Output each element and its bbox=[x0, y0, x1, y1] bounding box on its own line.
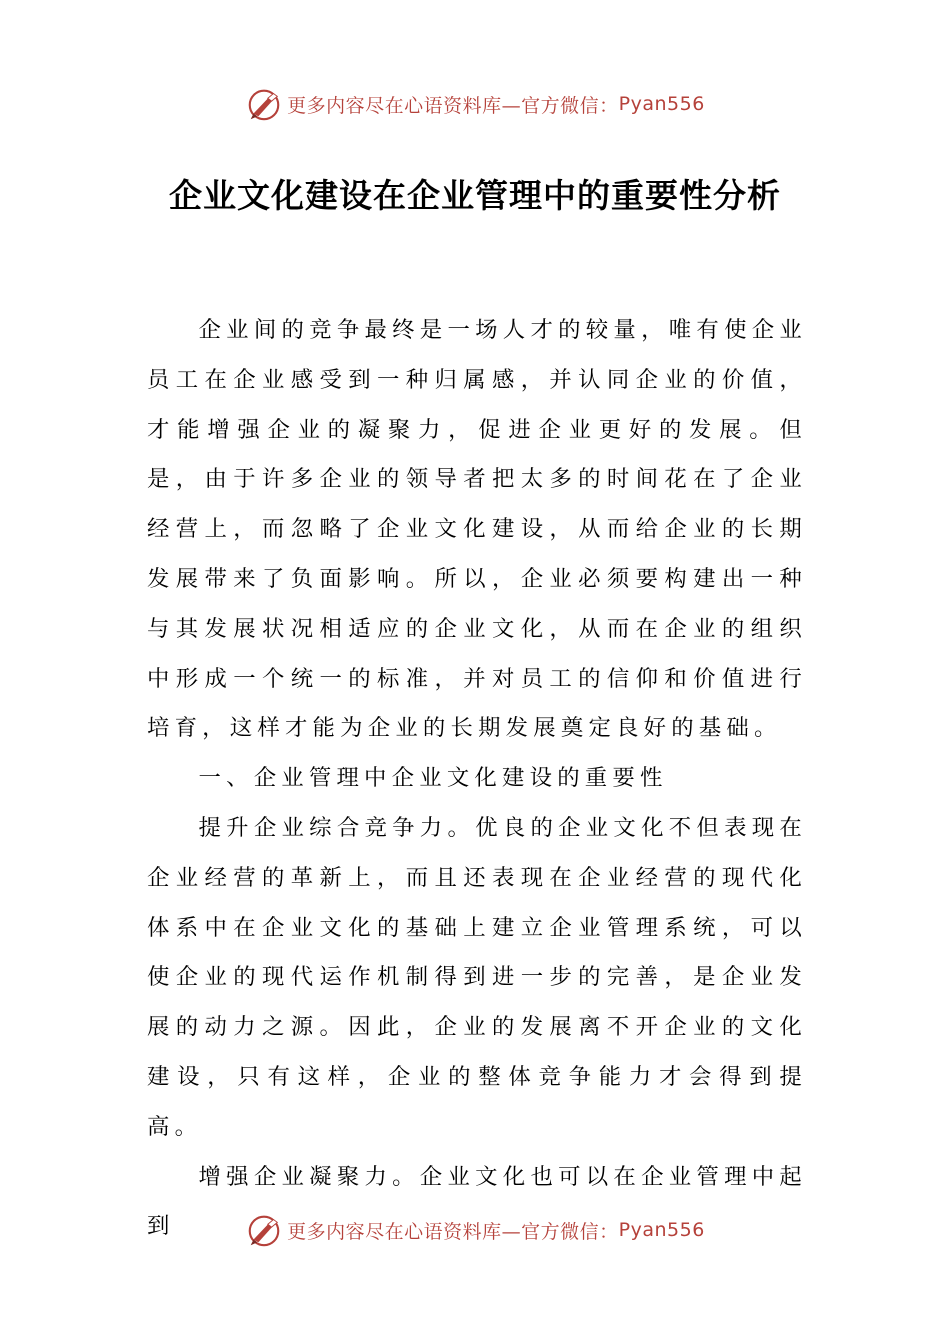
pen-logo-icon bbox=[245, 85, 283, 123]
document-title: 企业文化建设在企业管理中的重要性分析 bbox=[169, 176, 781, 215]
document-body bbox=[147, 306, 807, 1252]
footer-banner bbox=[0, 1210, 950, 1250]
pen-logo-icon bbox=[245, 1211, 283, 1249]
banner-wechat-id: Pyan556 bbox=[618, 93, 705, 115]
banner-text: 更多内容尽在心语资料库—官方微信： bbox=[287, 1220, 619, 1243]
banner-wechat-id: Pyan556 bbox=[618, 1219, 705, 1241]
paragraph-cohesion: 增强企业凝聚力。企业文化也可以在企业管理中起到 bbox=[147, 1163, 807, 1240]
paragraph-intro: 企业间的竞争最终是一场人才的较量，唯有使企业员工在企业感受到一种归属感，并认同企业的价值，才能增强企业的凝聚力，促进企业更好的发展。但是，由于许多企业的领导者把太多的时间花在了企业经营上，而忽略了企业文化建设，从而给企业的长期发展带来了负面影响。所以，企业必须要构建出一种与其发展状况相适应的企业文化，从而在企业的组织中形成一个统一的标准，并对员工的信仰和价值进行培育，这样才能为企业的长期发展奠定良好的基础。 bbox=[147, 317, 807, 742]
header-banner bbox=[0, 84, 950, 124]
banner-text: 更多内容尽在心语资料库—官方微信： bbox=[287, 94, 619, 117]
paragraph-competitiveness: 提升企业综合竞争力。优良的企业文化不但表现在企业经营的革新上，而且还表现在企业经营的现代化体系中在企业文化的基础上建立企业管理系统，可以使企业的现代运作机制得到进一步的完善，是企业发展的动力之源。因此，企业的发展离不开企业的文化建设，只有这样，企业的整体竞争能力才会得到提高。 bbox=[147, 814, 807, 1140]
section-heading: 一、企业管理中企业文化建设的重要性 bbox=[198, 765, 668, 792]
